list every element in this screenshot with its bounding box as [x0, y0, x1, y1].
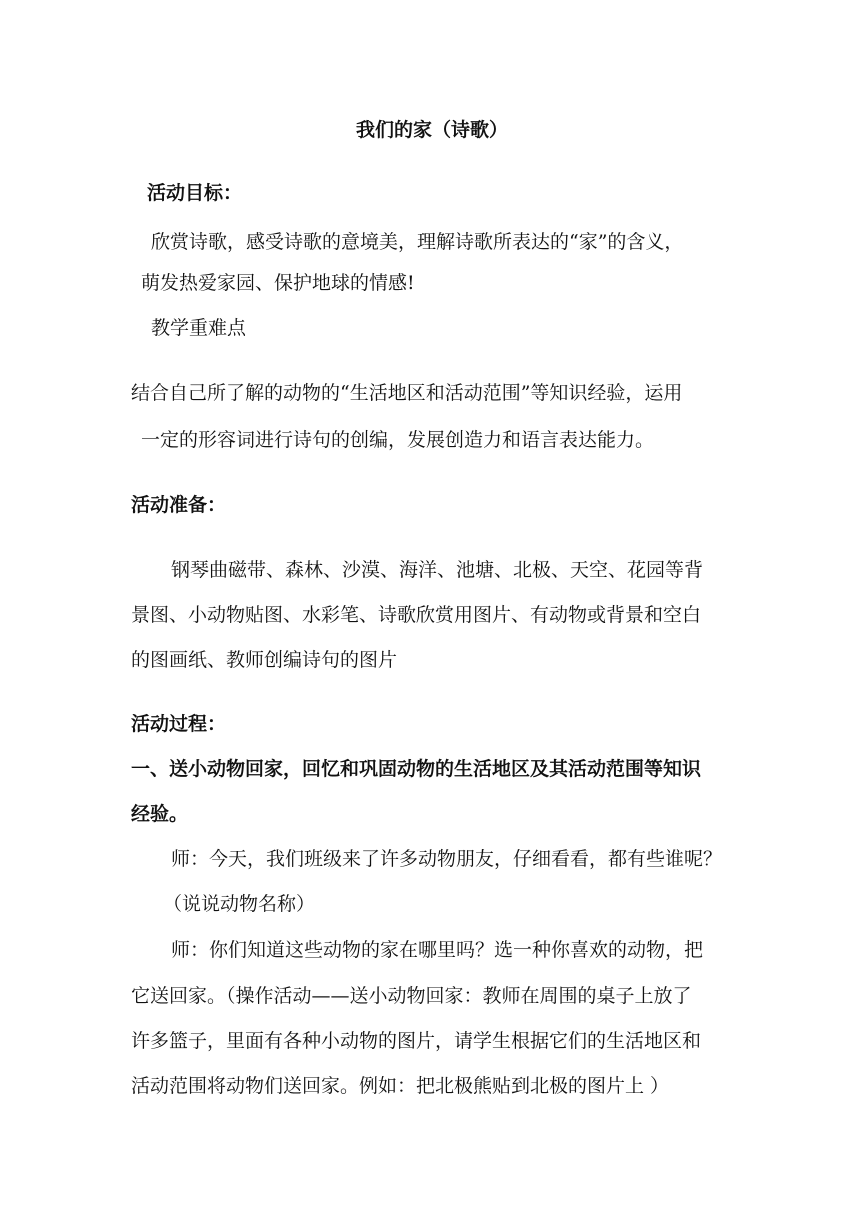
- key-points-line-1: 结合自己所了解的动物的“生活地区和活动范围”等知识经验，运用: [131, 382, 683, 404]
- dialogue-line-4: 它送回家。（操作活动——送小动物回家：教师在周围的桌子上放了: [131, 985, 692, 1007]
- goal-line-2: 萌发热爱家园、保护地球的情感!: [141, 272, 415, 294]
- document-title: 我们的家（诗歌）: [356, 119, 509, 141]
- key-points-line-2: 一定的形容词进行诗句的创编，发展创造力和语言表达能力。: [141, 429, 655, 451]
- prep-line-3: 的图画纸、教师创编诗句的图片: [131, 649, 398, 671]
- dialogue-line-2: （说说动物名称）: [163, 893, 316, 915]
- dialogue-line-3: 师：你们知道这些动物的家在哪里吗？选一种你喜欢的动物，把: [171, 939, 704, 961]
- step1-line-2: 经验。: [131, 803, 189, 825]
- process-heading: 活动过程：: [131, 713, 227, 735]
- goal-line-1: 欣赏诗歌，感受诗歌的意境美，理解诗歌所表达的“家”的含义，: [151, 231, 684, 253]
- prep-heading: 活动准备：: [131, 494, 227, 516]
- prep-line-1: 钢琴曲磁带、森林、沙漠、海洋、池塘、北极、天空、花园等背: [171, 559, 704, 581]
- dialogue-line-5: 许多篮子，里面有各种小动物的图片，请学生根据它们的生活地区和: [131, 1030, 702, 1052]
- prep-line-2: 景图、小动物贴图、水彩笔、诗歌欣赏用图片、有动物或背景和空白: [131, 604, 702, 626]
- dialogue-line-1: 师：今天，我们班级来了许多动物朋友，仔细看看，都有些谁呢？: [171, 848, 723, 870]
- dialogue-line-6: 活动范围将动物们送回家。例如：把北极熊贴到北极的图片上 ）: [131, 1075, 670, 1097]
- step1-line-1: 一、送小动物回家，回忆和巩固动物的生活地区及其活动范围等知识: [131, 758, 702, 780]
- key-points-heading: 教学重难点: [151, 317, 247, 339]
- goal-heading: 活动目标：: [147, 182, 243, 204]
